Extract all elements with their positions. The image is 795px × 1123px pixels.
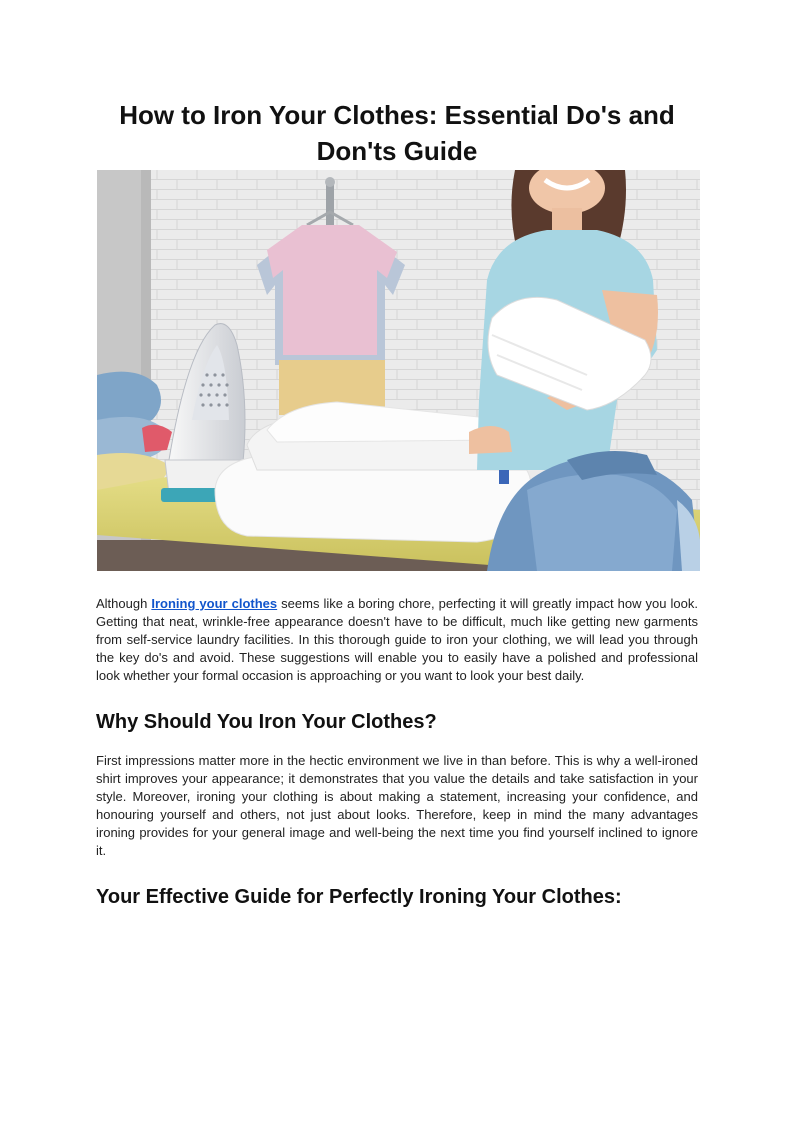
hero-image [97,170,700,571]
section-heading-guide: Your Effective Guide for Perfectly Ironing Your Clothes: [96,886,622,908]
page-title: How to Iron Your Clothes: Essential Do's and Don'ts Guide [119,100,675,166]
section-heading-why-iron: Why Should You Iron Your Clothes? [96,711,437,733]
intro-suffix: seems like a boring chore, perfecting it will greatly impact how you look. Getting that neat, wrinkle-free appearance doesn't have to be difficult, much like getting new garments from self-service laundry facilities. In this thorough guide to iron your clothing, we will lead you through the key do's and avoid. These suggestions will enable you to easily have a polished and professional look whether your formal occasion is approaching or you want to look your best daily. [96,596,699,683]
intro-prefix: Although [96,596,152,611]
ironing-your-clothes-link[interactable]: Ironing your clothes [151,596,278,611]
photo-icon [97,170,700,571]
intro-paragraph [96,595,698,685]
why-iron-paragraph: First impressions matter more in the hectic environment we live in than before. This is why a well-ironed shirt improves your appearance; it demonstrates that you value the details and take satisfaction in your style. Moreover, ironing your clothing is about making a statement, increasing your confidence, and honouring yourself and others, not just about looks. Therefore, keep in mind the many advantages ironing provides for your general image and well-being the next time you find yourself inclined to ignore it. [96,753,698,858]
